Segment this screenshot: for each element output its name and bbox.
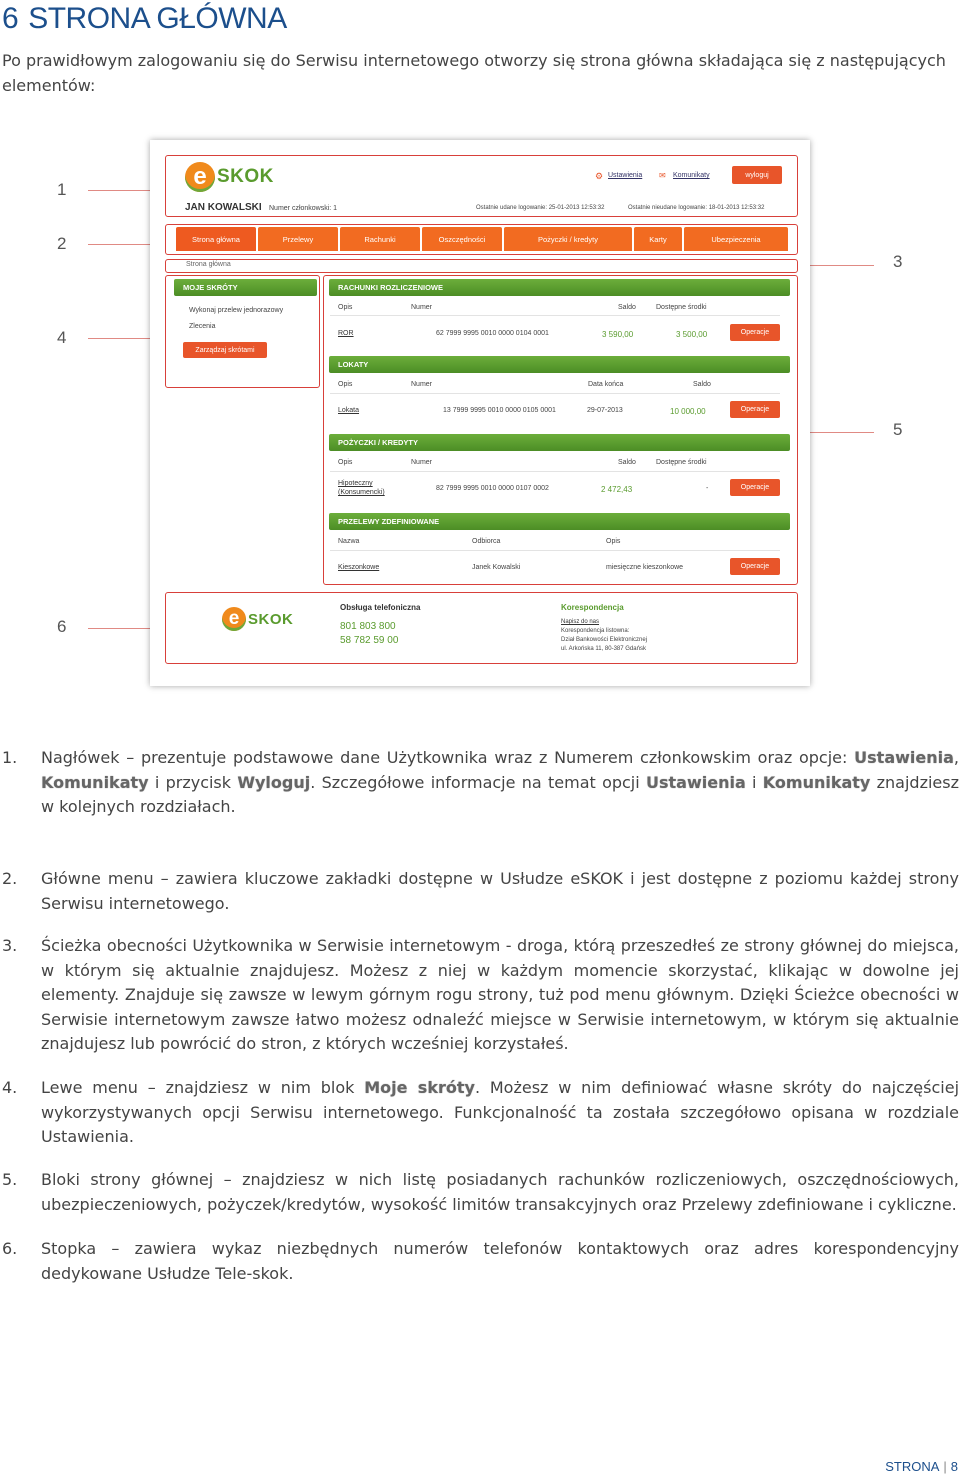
- tab-loans[interactable]: Pożyczki / kredyty: [504, 227, 632, 251]
- operations-button[interactable]: Operacje: [730, 479, 780, 496]
- shortcuts-title: MOJE SKRÓTY: [174, 279, 317, 296]
- shortcut-item[interactable]: Zlecenia: [189, 323, 216, 330]
- col-header: Opis: [606, 538, 621, 545]
- envelope-icon: ✉: [659, 171, 666, 180]
- app-screenshot: [150, 140, 810, 686]
- item-text: Stopka – zawiera wykaz niezbędnych numerów telefonów kontaktowych oraz adres korespondencyjny dedykowane Usłudze Tele-skok.: [41, 1239, 959, 1283]
- operations-button[interactable]: Operacje: [730, 324, 780, 341]
- account-desc[interactable]: ROR: [338, 330, 354, 337]
- col-header: Saldo: [618, 304, 636, 311]
- page-label: STRONA: [885, 1459, 940, 1474]
- correspondence-line: Korespondencja listowna:: [561, 628, 630, 634]
- phone-title: Obsługa telefoniczna: [340, 603, 421, 612]
- correspondence-line: Dział Bankowości Elektronicznej: [561, 637, 648, 643]
- item-text: Lewe menu – znajdziesz w nim blok Moje skróty. Możesz w nim definiować własne skróty do najczęściej wykorzystywanych opcji Serwisu internetowego. Funkcjonalność ta została szczegółowo opisana w rozdziale Ustawienia.: [41, 1078, 960, 1146]
- item-number: 6.: [2, 1239, 18, 1258]
- callout-1: 1: [57, 180, 67, 199]
- page-footer: [885, 1459, 958, 1474]
- col-header: Dostępne środki: [656, 304, 707, 311]
- heading-number: 6: [2, 2, 19, 35]
- row-divider: [330, 315, 780, 316]
- col-header: Numer: [411, 381, 433, 388]
- loan-balance: 2 472,43: [601, 485, 633, 494]
- page-heading: [2, 2, 287, 36]
- phone-number: 58 782 59 00: [340, 635, 399, 646]
- logo-text: SKOK: [217, 166, 274, 187]
- logo-e: e: [185, 162, 215, 192]
- correspondence-title: Korespondencja: [561, 603, 624, 612]
- item-number: 2.: [2, 869, 18, 888]
- account-balance: 3 590,00: [602, 330, 634, 339]
- col-header: Nazwa: [338, 538, 360, 545]
- deposit-number: 13 7999 9995 0010 0000 0105 0001: [443, 407, 556, 414]
- item-number: 4.: [2, 1078, 18, 1097]
- messages-link[interactable]: Komunikaty: [673, 172, 710, 179]
- col-header: Opis: [338, 381, 353, 388]
- transfer-desc: miesięczne kieszonkowe: [606, 564, 684, 571]
- callout-3: 3: [893, 252, 903, 271]
- breadcrumb[interactable]: Strona główna: [186, 261, 231, 268]
- tab-home[interactable]: Strona główna: [176, 227, 256, 251]
- col-header: Opis: [338, 304, 353, 311]
- gear-icon: ⚙: [595, 171, 604, 181]
- tab-accounts[interactable]: Rachunki: [340, 227, 420, 251]
- callout-2: 2: [57, 234, 67, 253]
- col-header: Dostępne środki: [656, 459, 707, 466]
- callout-5: 5: [893, 420, 903, 439]
- loan-desc[interactable]: (Konsumencki): [338, 489, 385, 496]
- item-text: Bloki strony głównej – znajdziesz w nich listę posiadanych rachunków rozliczeniowych, oszczędnościowych, ubezpieczeniowych, pożyczek/kredytów, wysokość limitów transakcyjnych oraz Przelewy zdefiniowane i cykliczne.: [41, 1170, 959, 1214]
- account-available: 3 500,00: [676, 330, 708, 339]
- page-separator: |: [943, 1459, 947, 1474]
- operations-button[interactable]: Operacje: [730, 401, 780, 418]
- settings-link[interactable]: Ustawienia: [608, 172, 643, 179]
- last-failed-login: Ostatnie nieudane logowanie: 18-01-2013 12:53:32: [628, 205, 765, 211]
- main-nav: [176, 227, 788, 251]
- eskok-footer-logo: [222, 607, 293, 631]
- callout-4: 4: [57, 328, 67, 347]
- manage-shortcuts-button[interactable]: Zarządzaj skrótami: [183, 342, 267, 358]
- loan-desc[interactable]: Hipoteczny: [338, 480, 373, 487]
- last-login: Ostatnie udane logowanie: 25-01-2013 12:53:32: [476, 205, 605, 211]
- page-number: 8: [950, 1459, 958, 1474]
- row-divider: [330, 550, 780, 551]
- deposit-end-date: 29-07-2013: [587, 407, 623, 414]
- logo-text: SKOK: [248, 610, 294, 628]
- main-blocks-highlight: [323, 275, 798, 585]
- col-header: Numer: [411, 459, 433, 466]
- eskok-logo: [185, 162, 274, 192]
- deposit-balance: 10 000,00: [670, 407, 706, 416]
- col-header: Odbiorca: [472, 538, 501, 545]
- item-text: Ścieżka obecności Użytkownika w Serwisie internetowym - droga, którą przeszedłeś ze strony głównej do miejsca, w którym się aktualnie znajdujesz. Możesz z niej w każdym momencie skorzystać, klikając w dowolne jej elementy. Znajduje się zawsze w lewym górnym rogu strony, tuż pod menu głównym. Dzięki Ścieżce obecności w Serwisie internetowym zawsze łatwo możesz odnaleźć miejsce w Serwisie internetowym, w którym się aktualnie znajdujesz lub powrócić do stron, z których wcześniej korzystałeś.: [41, 936, 959, 1053]
- col-header: Numer: [411, 304, 433, 311]
- user-name: JAN KOWALSKI: [185, 202, 262, 213]
- logo-e: e: [222, 607, 246, 631]
- tab-cards[interactable]: Karty: [634, 227, 682, 251]
- transfers-title: PRZELEWY ZDEFINIOWANE: [329, 513, 790, 530]
- deposits-title: LOKATY: [329, 356, 790, 373]
- row-divider: [330, 471, 780, 472]
- item-text: Nagłówek – prezentuje podstawowe dane Użytkownika wraz z Numerem członkowskim oraz opcje: Ustawienia, Komunikaty i przycisk Wyloguj. Szczegółowe informacje na temat opcji Ustawienia i Komunikaty znajdziesz w kolejnych rozdziałach.: [41, 748, 960, 816]
- operations-button[interactable]: Operacje: [730, 558, 780, 575]
- heading-title: STRONA GŁÓWNA: [28, 2, 287, 35]
- deposit-desc[interactable]: Lokata: [338, 407, 360, 414]
- item-number: 5.: [2, 1170, 18, 1189]
- logout-button[interactable]: wyloguj: [732, 166, 782, 184]
- col-header: Saldo: [693, 381, 711, 388]
- item-text: Główne menu – zawiera kluczowe zakładki dostępne w Usłudze eSKOK i jest dostępne z poziomu każdej strony Serwisu internetowego.: [41, 869, 959, 913]
- shortcut-item[interactable]: Wykonaj przelew jednorazowy: [189, 307, 284, 314]
- callout-6: 6: [57, 617, 67, 636]
- account-number: 62 7999 9995 0010 0000 0104 0001: [436, 330, 549, 337]
- phone-number: 801 803 800: [340, 621, 396, 632]
- col-header: Data końca: [588, 381, 624, 388]
- intro-paragraph: Po prawidłowym zalogowaniu się do Serwisu internetowego otworzy się strona główna składająca się z następujących elementów:: [2, 51, 946, 95]
- breadcrumb-highlight: [165, 259, 798, 273]
- tab-insurance[interactable]: Ubezpieczenia: [684, 227, 788, 251]
- member-number: Numer członkowski: 1: [269, 205, 338, 212]
- transfer-recipient: Janek Kowalski: [472, 564, 521, 571]
- loan-available: -: [706, 485, 709, 492]
- col-header: Saldo: [618, 459, 636, 466]
- item-number: 3.: [2, 936, 18, 955]
- tab-transfers[interactable]: Przelewy: [258, 227, 338, 251]
- col-header: Opis: [338, 459, 353, 466]
- tab-savings[interactable]: Oszczędności: [422, 227, 502, 251]
- item-number: 1.: [2, 748, 18, 767]
- transfer-name[interactable]: Kieszonkowe: [338, 564, 380, 571]
- correspondence-line: ul. Arkońska 11, 80-387 Gdańsk: [561, 646, 646, 652]
- loan-number: 82 7999 9995 0010 0000 0107 0002: [436, 485, 549, 492]
- loans-title: POŻYCZKI / KREDYTY: [329, 434, 790, 451]
- row-divider: [330, 393, 780, 394]
- accounts-title: RACHUNKI ROZLICZENIOWE: [329, 279, 790, 296]
- write-to-us-link[interactable]: Napisz do nas: [561, 619, 600, 625]
